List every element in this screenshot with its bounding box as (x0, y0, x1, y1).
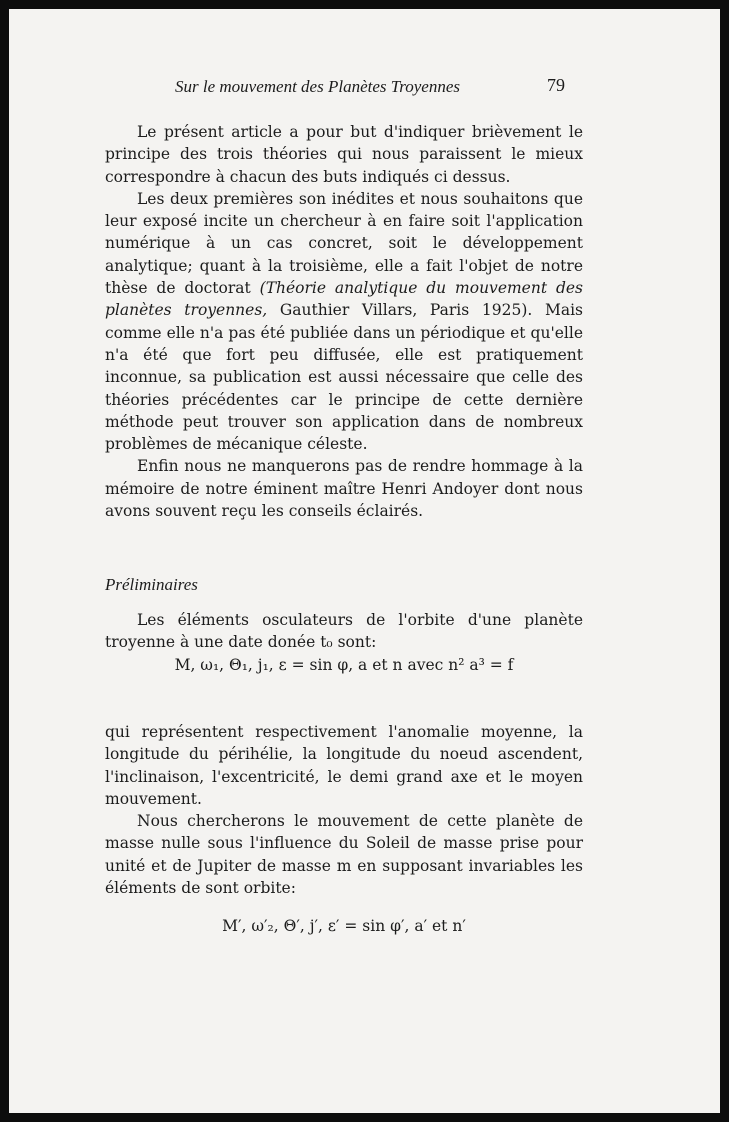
page-header (9, 75, 720, 99)
running-title: Sur le mouvement des Planètes Troyennes (175, 77, 460, 96)
paragraph: Les éléments osculateurs de l'orbite d'une planète troyenne à une date donée t₀ sont: (105, 611, 583, 652)
section-title: Préliminaires (105, 575, 198, 594)
formula: M, ω₁, Θ₁, j₁, ε = sin φ, a et n avec n² a³ = f (174, 655, 514, 674)
paragraph-text: Les deux premières son inédites et nous souhaitons que leur exposé incite un chercheur à en faire soit l'application numérique à un cas concret, soit le développement analytique; quant à la troisième, elle a fait l'objet de notre thèse de doctorat (105, 189, 583, 298)
page-sheet (9, 9, 720, 1113)
paragraph (105, 188, 583, 456)
section-text-continued (105, 721, 583, 899)
page-number: 79 (547, 75, 565, 95)
intro-text (105, 121, 583, 522)
paragraph: Enfin nous ne manquerons pas de rendre hommage à la mémoire de notre éminent maître Henri Andoyer dont nous avons souvent reçu les conseils éclairés. (105, 457, 583, 521)
section-text (105, 609, 583, 676)
paragraph: Nous chercherons le mouvement de cette planète de masse nulle sous l'influence du Soleil de masse prise pour unité et de Jupiter de masse m en supposant invariables les éléments de sont orbite: (105, 812, 583, 898)
paragraph: qui représentent respectivement l'anomalie moyenne, la longitude du périhélie, la longitude du noeud ascendent, l'inclinaison, l'excentricité, le demi grand axe et le moyen mouvement. (105, 723, 583, 808)
formula: M′, ω′₂, Θ′, j′, ε′ = sin φ′, a′ et n′ (222, 917, 466, 935)
citation-title: (Théorie analytique du mouvement des planètes troyennes, (105, 279, 584, 320)
paragraph: Le présent article a pour but d'indiquer brièvement le principe des trois théories qui nous paraissent le mieux correspondre à chacun des buts indiqués ci dessus. (105, 123, 583, 186)
paragraph-text: Gauthier Villars, Paris 1925). Mais comme elle n'a pas été publiée dans un périodique et qu'elle n'a été que fort peu diffusée, elle est pratiquement inconnue, sa publication est aussi nécessaire que celle des théories précédentes car le principe de cette dernière méthode peut trouver son application dans de nombreux problèmes de mécanique céleste. (105, 301, 584, 454)
